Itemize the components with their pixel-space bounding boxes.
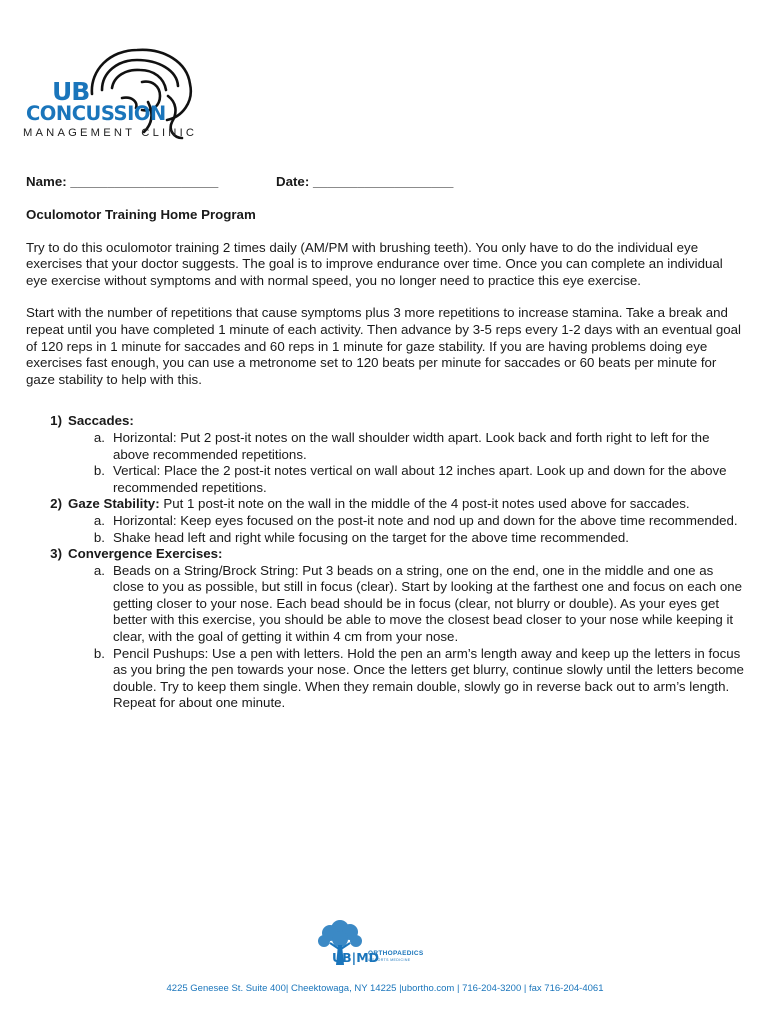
exercise-sub-item: [68, 646, 746, 712]
logo-concussion-text: CONCUSSION: [26, 102, 166, 125]
logo-subtitle-text: MANAGEMENT CLINIC: [23, 127, 198, 139]
exercise-heading: Gaze Stability:: [68, 496, 160, 512]
exercise-sub-item: [68, 530, 746, 547]
sub-item-letter: a.: [93, 512, 105, 528]
logo-ub-text: UB: [52, 77, 90, 106]
instructions-paragraph: Start with the number of repetitions that cause symptoms plus 3 more repetitions to increase stamina. Take a break and repeat until you have completed 1 minute of each activity. Then advance by 3-5 reps every 1-2 days with an eventual goal of 120 reps in 1 minute for saccades and 60 reps in 1 minute for gaze stability. If you are having problems doing eye exercises fast enough, you can use a metronome set to 120 beats per minute for saccades or 60 beats per minute for gaze stability to help with this.: [26, 305, 742, 387]
exercise-item: [26, 496, 746, 513]
ubmd-orthopaedics-logo: [310, 917, 440, 972]
orthopaedics-text: ORTHOPAEDICS: [368, 950, 424, 957]
exercise-sub-item: [68, 563, 746, 646]
name-field[interactable]: Name: ____________________: [26, 174, 219, 189]
exercise-number: 1): [50, 413, 62, 429]
sub-item-text: Horizontal: Put 2 post-it notes on the wall shoulder width apart. Look back and forth right to left for the above recommended repetitions.: [113, 429, 710, 462]
exercise-sub-item: [68, 430, 746, 463]
exercise-item: [26, 413, 746, 430]
sub-item-text: Horizontal: Keep eyes focused on the post-it note and nod up and down for the above time recommended.: [113, 512, 738, 528]
clinic-logo: [22, 42, 207, 147]
document-title: Oculomotor Training Home Program: [26, 207, 256, 222]
exercise-heading: Convergence Exercises:: [68, 546, 223, 562]
exercise-list: [26, 413, 746, 712]
document-content: [26, 174, 746, 712]
exercise-heading: Saccades:: [68, 413, 134, 429]
intro-paragraph: Try to do this oculomotor training 2 times daily (AM/PM with brushing teeth). You only have to do the individual eye exercises that your doctor suggests. The goal is to improve endurance over time. Once you can complete an individual eye exercise without symptoms and with normal speed, you no longer need to practice this eye exercise.: [26, 239, 723, 288]
sub-item-letter: b.: [93, 463, 105, 479]
orthopaedics-subtitle: & SPORTS MEDICINE: [368, 958, 411, 962]
sub-item-letter: a.: [93, 429, 105, 445]
footer-address: 4225 Genesee St. Suite 400| Cheektowaga, NY 14225 |ubortho.com | 716-204-3200 | fax 716-204-4061: [166, 983, 604, 994]
exercise-description: Put 1 post-it note on the wall in the middle of the 4 post-it notes used above for saccades.: [159, 496, 690, 512]
sub-item-text: Beads on a String/Brock String: Put 3 beads on a string, one on the end, one in the middle and one as close to you as possible, but still in focus (clear). Start by looking at the farthest one and focus on each one getting closer to your nose. Each bead should be in focus (clear, not blurry or double). As your eyes get better with this exercise, you should be able to move the closest bead closer to your nose while keeping it clear, with the goal of getting it within 4 cm from your nose.: [113, 562, 743, 645]
date-field[interactable]: Date: ___________________: [276, 174, 454, 189]
exercise-sub-item: [68, 463, 746, 496]
sub-item-text: Vertical: Place the 2 post-it notes vertical on wall about 12 inches apart. Look up and down for the above recommended repetitions.: [113, 463, 727, 495]
sub-item-letter: b.: [93, 645, 105, 661]
ubmd-text: UB|MD: [332, 950, 380, 965]
sub-item-text: Shake head left and right while focusing on the target for the above time recommended.: [113, 529, 629, 545]
exercise-sub-item: [68, 513, 746, 530]
sub-item-letter: a.: [93, 562, 105, 578]
sub-item-letter: b.: [93, 529, 105, 545]
exercise-item: [26, 546, 746, 563]
form-fields-row: [26, 174, 746, 192]
exercise-number: 2): [50, 496, 62, 512]
sub-item-text: Pencil Pushups: Use a pen with letters. Hold the pen an arm’s length away and keep up the letters in focus as you bring the pen towards your nose. Once the letters get blurry, continue slowly until the letters become double. Try to keep them single. When they remain double, slowly go in reverse back out to arm’s length. Repeat for about one minute.: [113, 645, 744, 711]
exercise-number: 3): [50, 546, 62, 562]
